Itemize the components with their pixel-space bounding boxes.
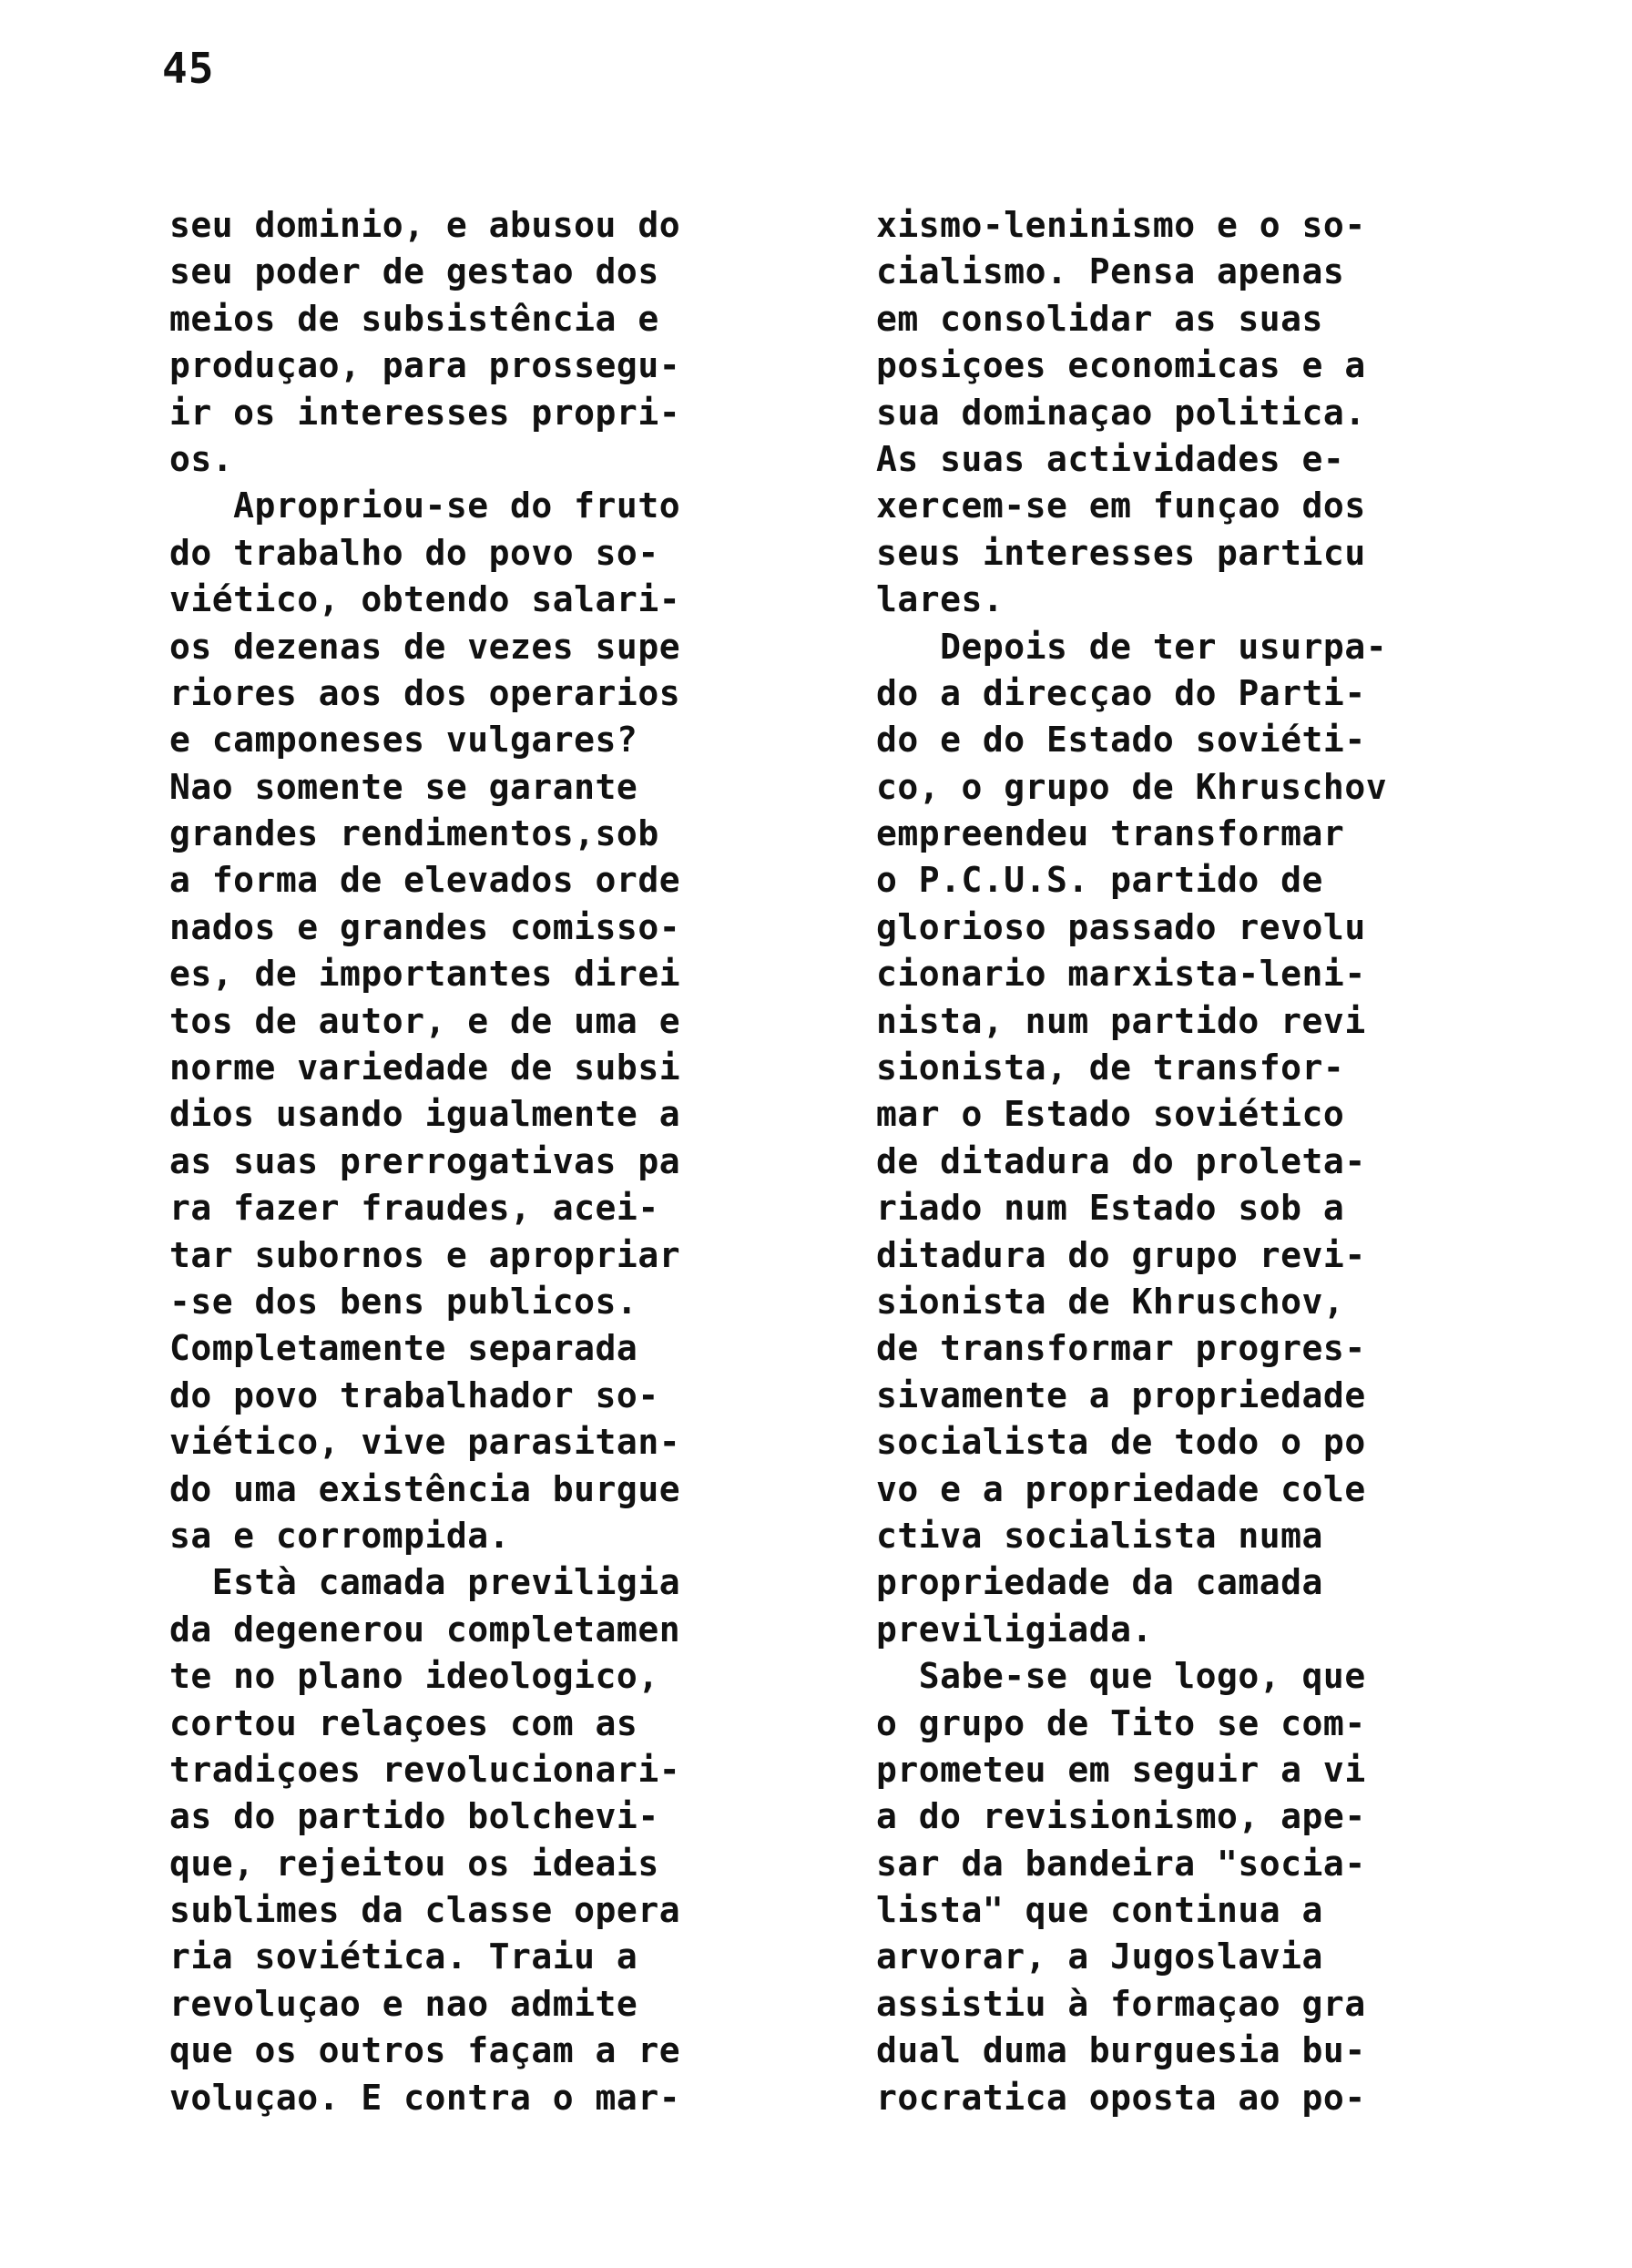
text-line: ctiva socialista numa [876, 1515, 1323, 1556]
text-line: sar da bandeira "socia- [876, 1843, 1366, 1884]
text-line: tradiçoes revolucionari- [169, 1749, 681, 1790]
text-column-right [876, 202, 1387, 2121]
text-line: sionista de Khruschov, [876, 1281, 1345, 1322]
text-line: dios usando igualmente a [169, 1094, 681, 1135]
text-line: a do revisionismo, ape- [876, 1796, 1366, 1837]
text-line: nista, num partido revi [876, 1000, 1366, 1041]
text-line: que, rejeitou os ideais [169, 1843, 659, 1884]
text-line: os dezenas de vezes supe [169, 626, 681, 667]
text-line: sa e corrompida. [169, 1515, 511, 1556]
text-line: assistiu à formaçao gra [876, 1983, 1366, 2024]
text-line: de transformar progres- [876, 1328, 1366, 1369]
text-line: xercem-se em funçao dos [876, 485, 1366, 526]
text-line: ditadura do grupo revi- [876, 1234, 1366, 1275]
text-line: glorioso passado revolu [876, 906, 1366, 947]
text-line: As suas actividades e- [876, 438, 1345, 479]
text-line: Sabe-se que logo, que [876, 1656, 1366, 1697]
text-line: cialismo. Pensa apenas [876, 251, 1345, 292]
text-line: sublimes da classe opera [169, 1890, 681, 1931]
text-line: de ditadura do proleta- [876, 1140, 1366, 1181]
text-line: do trabalho do povo so- [169, 532, 659, 573]
text-line: riores aos dos operarios [169, 672, 681, 713]
text-line: do e do Estado soviéti- [876, 720, 1366, 761]
text-line: tos de autor, e de uma e [169, 1000, 681, 1041]
text-line: sua dominaçao politica. [876, 392, 1366, 433]
text-line: sionista, de transfor- [876, 1047, 1345, 1088]
text-line: produçao, para prossegu- [169, 345, 681, 386]
text-line: norme variedade de subsi [169, 1047, 681, 1088]
text-line: rocratica oposta ao po- [876, 2077, 1366, 2118]
text-line: do uma existência burgue [169, 1468, 681, 1509]
text-line: -se dos bens publicos. [169, 1281, 638, 1322]
text-line: viético, vive parasitan- [169, 1422, 681, 1463]
text-line: nados e grandes comisso- [169, 906, 681, 947]
text-line: empreendeu transformar [876, 813, 1345, 854]
text-line: Nao somente se garante [169, 766, 638, 807]
text-line: socialista de todo o po [876, 1422, 1366, 1463]
text-line: tar subornos e apropriar [169, 1234, 681, 1275]
text-line: do a direcçao do Parti- [876, 672, 1366, 713]
text-line: Depois de ter usurpa- [876, 626, 1388, 667]
page-number: 45 [162, 44, 215, 93]
text-line: mar o Estado soviético [876, 1094, 1345, 1135]
text-line: em consolidar as suas [876, 298, 1323, 339]
text-line: Completamente separada [169, 1328, 638, 1369]
text-line: xismo-leninismo e o so- [876, 205, 1366, 245]
text-line: o grupo de Tito se com- [876, 1702, 1366, 1743]
text-line: do povo trabalhador so- [169, 1374, 659, 1415]
text-line: ir os interesses propri- [169, 392, 681, 433]
text-line: Està camada previligia [169, 1562, 681, 1603]
text-line: e camponeses vulgares? [169, 720, 638, 761]
text-line: posiçoes economicas e a [876, 345, 1366, 386]
text-line: prometeu em seguir a vi [876, 1749, 1366, 1790]
text-line: lares. [876, 579, 1005, 620]
text-line: cionario marxista-leni- [876, 954, 1366, 995]
text-line: o P.C.U.S. partido de [876, 860, 1323, 901]
text-line: seu dominio, e abusou do [169, 205, 681, 245]
text-line: co, o grupo de Khruschov [876, 766, 1388, 807]
text-line: ria soviética. Traiu a [169, 1936, 638, 1977]
text-line: viético, obtendo salari- [169, 579, 681, 620]
text-line: os. [169, 438, 234, 479]
text-line: da degenerou completamen [169, 1609, 681, 1650]
text-line: arvorar, a Jugoslavia [876, 1936, 1323, 1977]
text-line: seus interesses particu [876, 532, 1366, 573]
text-line: es, de importantes direi [169, 954, 681, 995]
text-line: ra fazer fraudes, acei- [169, 1188, 659, 1229]
text-line: dual duma burguesia bu- [876, 2030, 1366, 2071]
text-line: meios de subsistência e [169, 298, 659, 339]
text-line: riado num Estado sob a [876, 1188, 1345, 1229]
text-line: sivamente a propriedade [876, 1374, 1366, 1415]
text-line: grandes rendimentos,sob [169, 813, 659, 854]
text-line: as do partido bolchevi- [169, 1796, 659, 1837]
text-line: cortou relaçoes com as [169, 1702, 638, 1743]
text-line: revoluçao e nao admite [169, 1983, 638, 2024]
text-line: vo e a propriedade cole [876, 1468, 1366, 1509]
text-line: previligiada. [876, 1609, 1153, 1650]
text-line: voluçao. E contra o mar- [169, 2077, 681, 2118]
text-line: seu poder de gestao dos [169, 251, 659, 292]
text-line: a forma de elevados orde [169, 860, 681, 901]
text-column-left [169, 202, 680, 2121]
text-line: lista" que continua a [876, 1890, 1323, 1931]
text-line: as suas prerrogativas pa [169, 1140, 681, 1181]
text-line: Apropriou-se do fruto [169, 485, 681, 526]
text-line: te no plano ideologico, [169, 1656, 659, 1697]
text-line: que os outros façam a re [169, 2030, 681, 2071]
text-line: propriedade da camada [876, 1562, 1323, 1603]
